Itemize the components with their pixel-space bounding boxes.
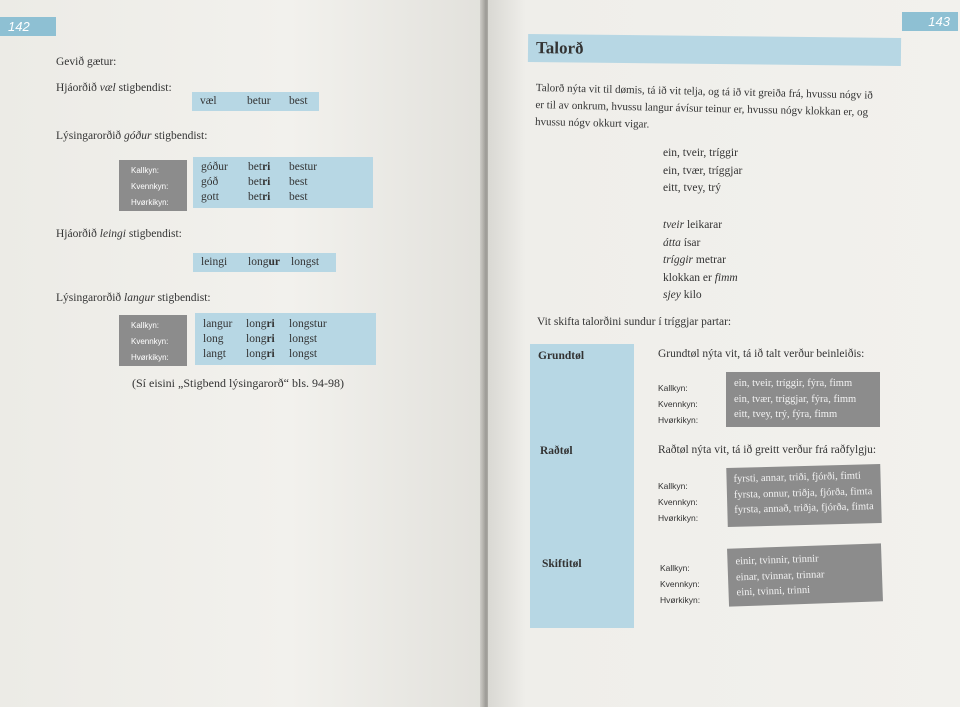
example-list <box>663 217 738 305</box>
label-kvennkyn: Kvennkyn: <box>658 399 698 409</box>
leingi-form-3: longst <box>291 256 320 268</box>
grundtol-masculine: ein, tveir, tríggir, fýra, fimm <box>734 378 853 389</box>
reference-note: (Sí eisini „Stigbend lýsingarorð“ bls. 94-98) <box>132 376 344 390</box>
label-kallkyn: Kallkyn: <box>658 383 688 393</box>
intro-line-3: hvussu nógv okkurt vigar. <box>534 115 650 131</box>
godur-f-pos: góð <box>201 176 219 188</box>
leingi-form-1: leingi <box>201 256 228 268</box>
example-1: tveir leikarar <box>663 219 723 231</box>
godur-f-comp: betri <box>248 176 271 188</box>
godur-m-sup: bestur <box>289 161 318 173</box>
radtol-neuter: fyrsta, annað, triðja, fjórða, fimta <box>734 501 874 516</box>
vael-form-3: best <box>289 95 308 107</box>
label-hvorkikyn: Hvørkikyn: <box>658 415 699 425</box>
label-kallkyn: Kallkyn: <box>658 481 688 491</box>
godur-gender-labels <box>119 160 187 211</box>
number-list <box>663 145 742 198</box>
numbers-neuter: eitt, tvey, trý <box>663 182 722 194</box>
langur-gender-labels <box>119 315 187 366</box>
radtol-labels <box>658 478 698 526</box>
langur-f-comp: longri <box>246 333 275 345</box>
intro-line-1: Talorð nýta vit til dømis, tá ið vit telja, og tá ið vit greiða frá, hvussu nógv ið <box>535 81 873 102</box>
page-number-143: 143 <box>902 12 958 31</box>
radtol-masculine: fyrsti, annar, triði, fjórði, fimti <box>733 470 861 485</box>
radtol-box <box>726 464 881 527</box>
example-3: tríggir metrar <box>663 254 726 266</box>
skiftitol-neuter: eini, tvinni, trinni <box>736 584 811 599</box>
label-kallkyn: Kallkyn: <box>131 321 160 330</box>
label-kvennkyn: Kvennkyn: <box>660 579 700 589</box>
langur-m-comp: longri <box>246 318 275 330</box>
page-number-142: 142 <box>0 17 56 36</box>
godur-m-comp: betri <box>248 161 271 173</box>
grundtol-box <box>726 372 880 427</box>
right-page <box>488 0 960 707</box>
label-hvorkikyn: Hvørkikyn: <box>131 198 169 207</box>
vael-form-2: betur <box>247 95 271 107</box>
title-banner <box>528 34 901 66</box>
numbers-masculine: ein, tveir, tríggir <box>663 147 738 159</box>
langur-n-comp: longri <box>246 348 275 360</box>
label-kvennkyn: Kvennkyn: <box>131 182 169 191</box>
skiftitol-box <box>727 543 883 606</box>
godur-n-pos: gott <box>201 191 219 203</box>
label-hvorkikyn: Hvørkikyn: <box>658 513 699 523</box>
radtol-title: Raðtøl <box>540 445 573 457</box>
grundtol-labels <box>658 380 698 428</box>
godur-f-sup: best <box>289 176 308 188</box>
intro-line-2: er til av onkrum, hvussu langur ávísur teinur er, hvussu nógv klokkan er, og <box>535 98 869 119</box>
grundtol-description: Grundtøl nýta vit, tá ið talt verður beinleiðis: <box>658 348 865 360</box>
radtol-feminine: fyrsta, onnur, triðja, fjórða, fimta <box>733 485 873 501</box>
godur-n-comp: betri <box>248 191 271 203</box>
langur-m-pos: langur <box>203 318 233 330</box>
label-kvennkyn: Kvennkyn: <box>131 337 169 346</box>
vael-form-1: væl <box>200 95 217 107</box>
grundtol-feminine: ein, tvær, tríggjar, fýra, fimm <box>734 393 857 405</box>
radtol-description: Raðtøl nýta vit, tá ið greitt verður frá raðfylgju: <box>658 444 877 456</box>
sec4-heading: Lýsingarorðið langur stigbendist: <box>56 292 211 304</box>
skiftitol-title: Skiftitøl <box>542 558 582 570</box>
leingi-form-2: longur <box>248 256 280 268</box>
langur-f-sup: longst <box>289 333 318 345</box>
example-4: klokkan er fimm <box>663 271 738 284</box>
label-hvorkikyn: Hvørkikyn: <box>660 595 701 605</box>
langur-n-pos: langt <box>203 348 226 360</box>
grundtol-neuter: eitt, tvey, trý, fýra, fimm <box>734 409 838 420</box>
godur-table <box>193 157 373 208</box>
vael-table <box>192 92 319 111</box>
sec1-heading: Hjáorðið væl stigbendist: <box>56 82 172 94</box>
example-2: átta ísar <box>663 236 701 249</box>
langur-m-sup: longstur <box>289 318 327 330</box>
grundtol-title: Grundtøl <box>538 350 585 362</box>
gevid-line: Gevið gætur: <box>56 56 117 68</box>
skiftitol-masculine: einir, tvinnir, trinnir <box>735 553 819 568</box>
example-5: sjey kilo <box>663 289 702 301</box>
sec3-heading: Hjáorðið leingi stigbendist: <box>56 228 182 240</box>
numeral-types-sidebar <box>530 344 634 628</box>
label-hvorkikyn: Hvørkikyn: <box>131 353 169 362</box>
label-kallkyn: Kallkyn: <box>660 563 690 573</box>
godur-m-pos: góður <box>201 161 228 173</box>
numbers-feminine: ein, tvær, tríggjar <box>663 164 743 177</box>
langur-f-pos: long <box>203 333 224 345</box>
skiftitol-labels <box>660 560 700 608</box>
langur-n-sup: longst <box>289 348 318 360</box>
skiftitol-feminine: einar, tvinnar, trinnar <box>735 568 825 583</box>
godur-n-sup: best <box>289 191 308 203</box>
leingi-table <box>193 253 336 272</box>
label-kallkyn: Kallkyn: <box>131 166 160 175</box>
langur-table <box>195 313 376 365</box>
section-title: Talorð <box>535 38 584 58</box>
split-sentence: Vit skifta talorðini sundur í tríggjar partar: <box>537 316 732 328</box>
sec2-heading: Lýsingarorðið góður stigbendist: <box>56 130 208 142</box>
label-kvennkyn: Kvennkyn: <box>658 497 698 507</box>
intro-paragraph <box>535 80 946 140</box>
